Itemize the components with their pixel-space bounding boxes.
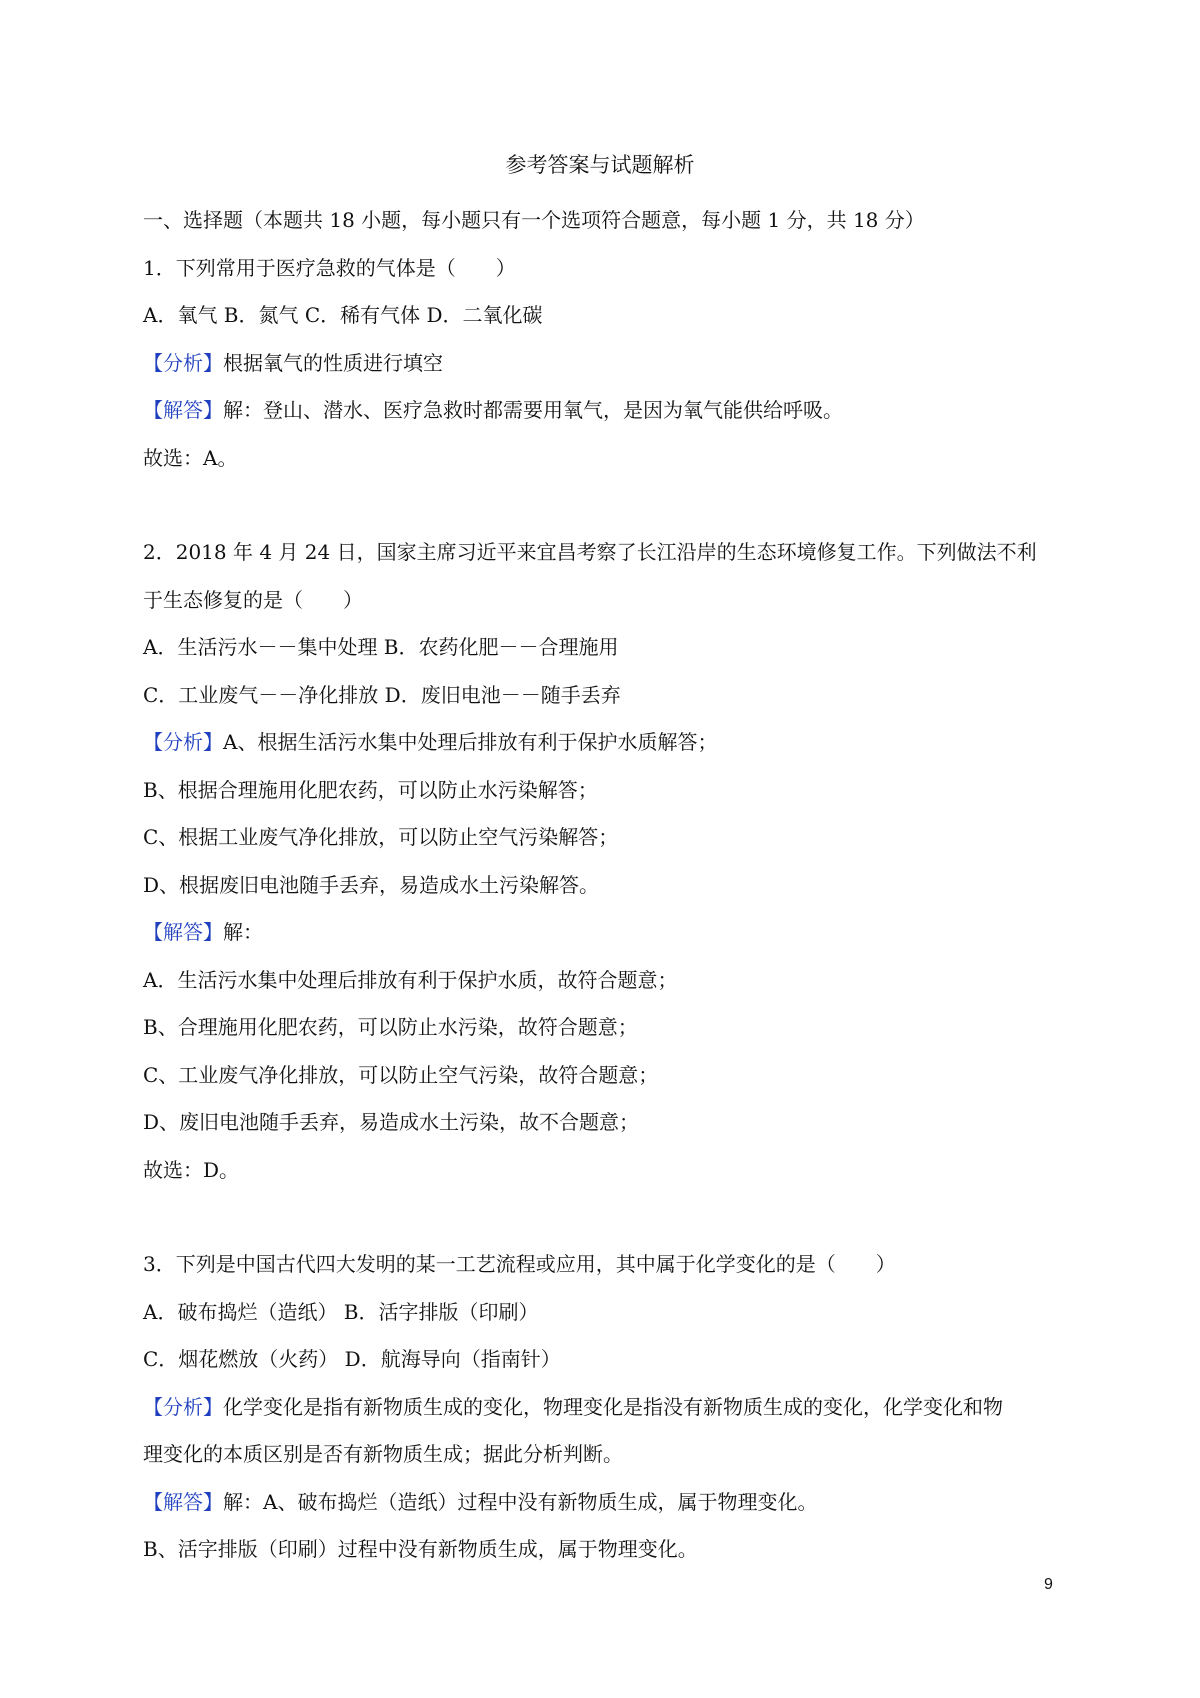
question-options: A．氧气 B．氮气 C．稀有气体 D．二氧化碳 bbox=[143, 303, 543, 327]
analysis-text: B、根据合理施用化肥农药，可以防止水污染解答； bbox=[143, 777, 598, 802]
answer-line bbox=[143, 1479, 1073, 1527]
question-stem: 2．2018 年 4 月 24 日，国家主席习近平来宜昌考察了长江沿岸的生态环境修复工作。下列做法不利 bbox=[143, 540, 1037, 564]
analysis-text: 理变化的本质区别是否有新物质生成；据此分析判断。 bbox=[143, 1442, 623, 1466]
answer-tag: 【解答】 bbox=[143, 920, 223, 944]
answer-text: 解：A、破布捣烂（造纸）过程中没有新物质生成，属于物理变化。 bbox=[223, 1489, 818, 1514]
analysis-text: 根据氧气的性质进行填空 bbox=[223, 350, 443, 375]
answer-text: C、工业废气净化排放，可以防止空气污染，故符合题意； bbox=[143, 1062, 659, 1087]
question-options: A．生活污水－－集中处理 B．农药化肥－－合理施用 bbox=[143, 635, 619, 659]
analysis-line bbox=[143, 1384, 1073, 1432]
answer-choice: 故选：A。 bbox=[143, 445, 238, 470]
question-stem: 3．下列是中国古代四大发明的某一工艺流程或应用，其中属于化学变化的是（ ） bbox=[143, 1252, 896, 1276]
question-3 bbox=[143, 1241, 1073, 1574]
answer-text: 解： bbox=[223, 920, 263, 944]
answer-tag: 【解答】 bbox=[143, 1489, 223, 1514]
analysis-text: A、根据生活污水集中处理后排放有利于保护水质解答； bbox=[223, 730, 718, 754]
question-2 bbox=[143, 529, 1073, 1194]
page-number: 9 bbox=[1044, 1576, 1053, 1593]
analysis-tag: 【分析】 bbox=[143, 1394, 223, 1419]
section-heading: 一、选择题（本题共 18 小题，每小题只有一个选项符合题意，每小题 1 分，共 18 分） bbox=[143, 208, 925, 232]
question-spacer bbox=[143, 1194, 1073, 1241]
analysis-text: 化学变化是指有新物质生成的变化，物理变化是指没有新物质生成的变化，化学变化和物 bbox=[223, 1394, 1003, 1419]
page-title: 参考答案与试题解析 bbox=[505, 153, 695, 177]
analysis-line bbox=[143, 719, 1073, 767]
analysis-tag: 【分析】 bbox=[143, 730, 223, 754]
answer-line bbox=[143, 387, 1073, 435]
answer-text: D、废旧电池随手丢弃，易造成水土污染，故不合题意； bbox=[143, 1110, 640, 1134]
answer-choice: 故选：D。 bbox=[143, 1157, 240, 1182]
answer-tag: 【解答】 bbox=[143, 398, 223, 422]
document-body bbox=[143, 197, 1073, 1574]
question-spacer bbox=[143, 482, 1073, 529]
question-options: A．破布捣烂（造纸） B．活字排版（印刷） bbox=[143, 1299, 539, 1324]
answer-line bbox=[143, 909, 1073, 957]
answer-text: B、活字排版（印刷）过程中没有新物质生成，属于物理变化。 bbox=[143, 1537, 698, 1561]
analysis-text: C、根据工业废气净化排放，可以防止空气污染解答； bbox=[143, 825, 619, 849]
analysis-line bbox=[143, 340, 1073, 388]
answer-text: A．生活污水集中处理后排放有利于保护水质，故符合题意； bbox=[143, 967, 678, 992]
question-options: C．工业废气－－净化排放 D．废旧电池－－随手丢弃 bbox=[143, 682, 621, 707]
answer-text: 解：登山、潜水、医疗急救时都需要用氧气，是因为氧气能供给呼吸。 bbox=[223, 398, 843, 422]
question-stem-continued: 于生态修复的是（ ） bbox=[143, 587, 363, 612]
analysis-tag: 【分析】 bbox=[143, 350, 223, 375]
answer-text: B、合理施用化肥农药，可以防止水污染，故符合题意； bbox=[143, 1015, 638, 1039]
question-stem: 1．下列常用于医疗急救的气体是（ ） bbox=[143, 255, 516, 280]
question-1 bbox=[143, 245, 1073, 483]
question-options: C．烟花燃放（火药） D．航海导向（指南针） bbox=[143, 1347, 561, 1371]
analysis-text: D、根据废旧电池随手丢弃，易造成水土污染解答。 bbox=[143, 872, 600, 897]
